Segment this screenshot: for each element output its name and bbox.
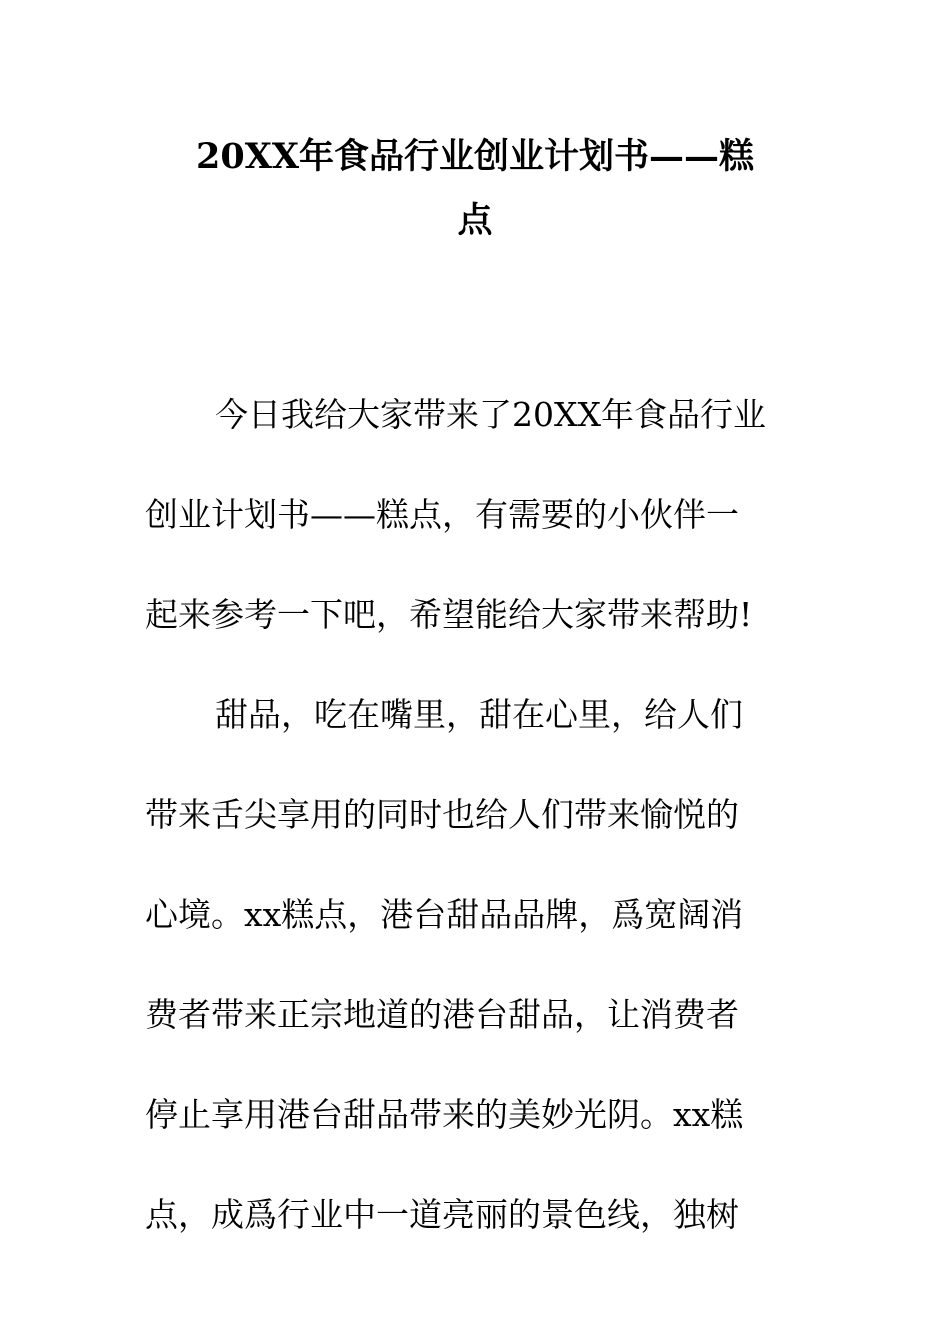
document-title xyxy=(150,125,800,253)
paragraph-1-line-1: 今日我给大家带来了20XX年食品行业 xyxy=(215,395,766,434)
paragraph-2-line-6: 点，成爲行业中一道亮丽的景色线，独树 xyxy=(145,1195,739,1234)
paragraph-1-line-2: 创业计划书——糕点，有需要的小伙伴一 xyxy=(145,495,739,534)
paragraph-2-line-1: 甜品，吃在嘴里，甜在心里，给人们 xyxy=(215,695,743,734)
paragraph-2-line-3: 心境。xx糕点，港台甜品品牌，爲宽阔消 xyxy=(145,895,744,934)
paragraph-2-line-2: 带来舌尖享用的同时也给人们带来愉悦的 xyxy=(145,795,739,834)
paragraph-2-line-5: 停止享用港台甜品带来的美妙光阴。xx糕 xyxy=(145,1095,744,1134)
document-body xyxy=(145,365,805,1265)
paragraph-2-line-4: 费者带来正宗地道的港台甜品，让消费者 xyxy=(145,995,739,1034)
title-line-2: 点 xyxy=(457,200,493,241)
title-line-1: 20XX年食品行业创业计划书——糕 xyxy=(195,136,755,177)
paragraph-1-line-3: 起来参考一下吧，希望能给大家带来帮助! xyxy=(145,595,753,634)
